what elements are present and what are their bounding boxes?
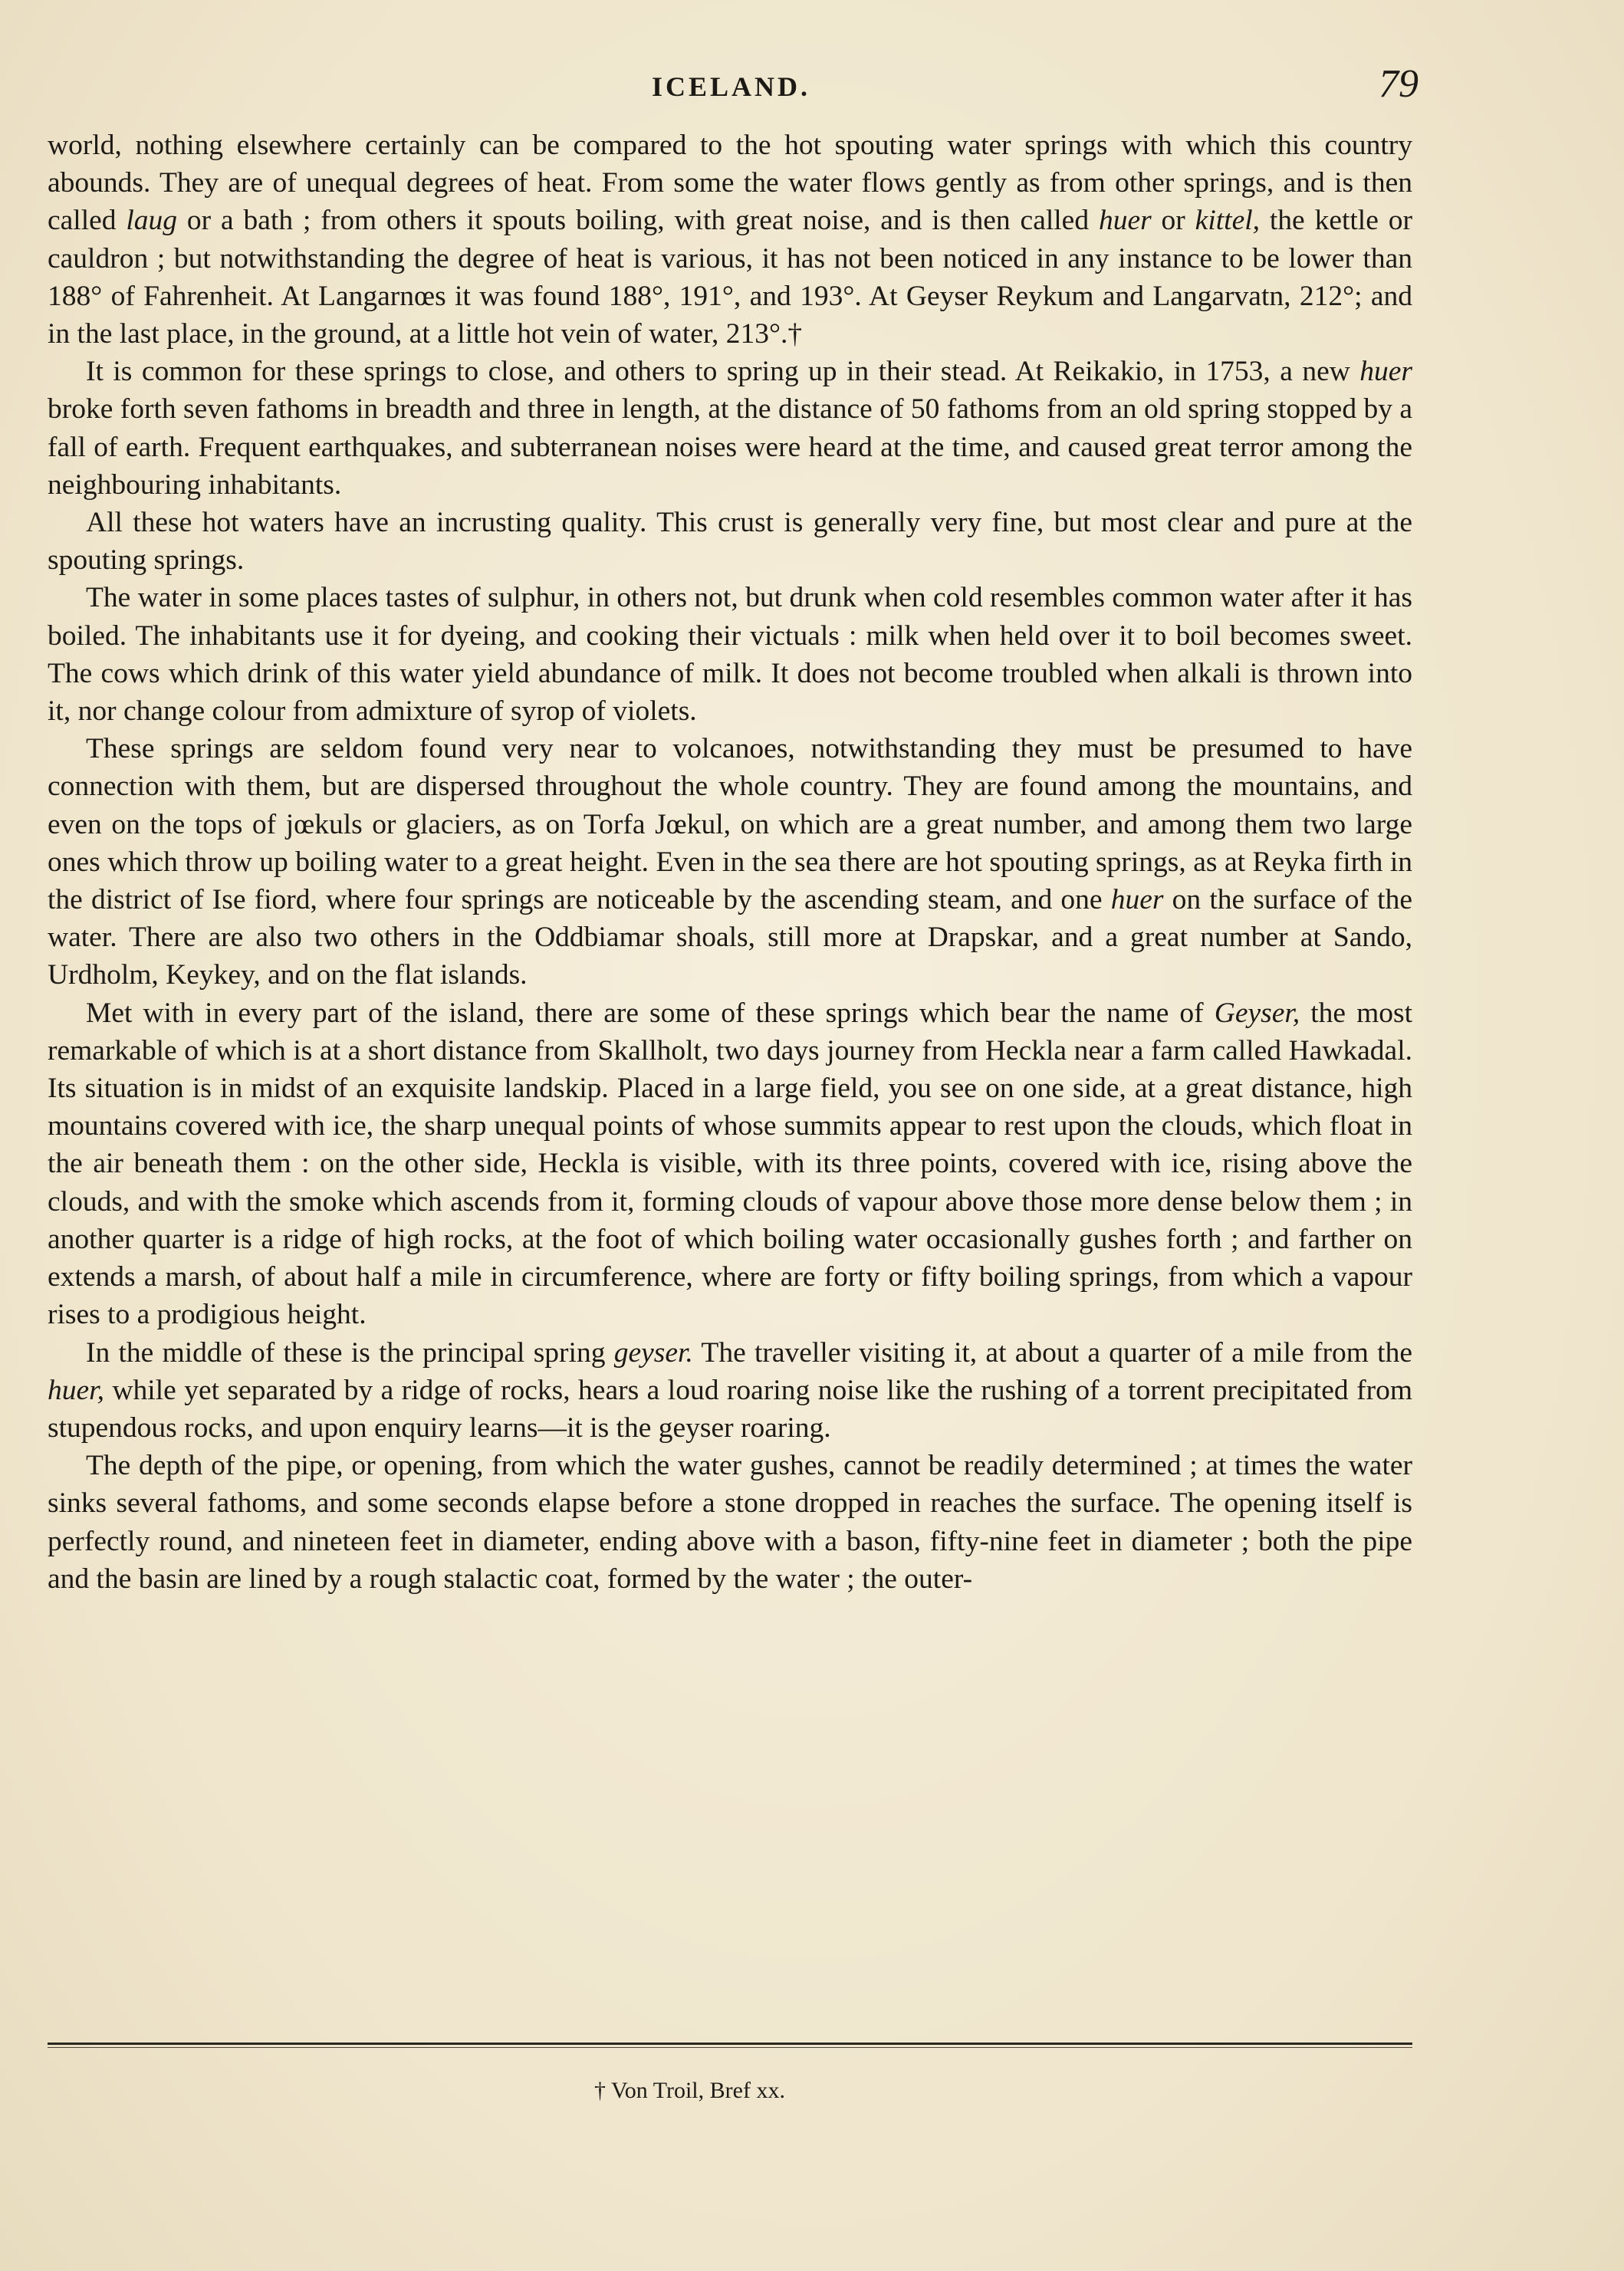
text-run: world, nothing elsewhere certainly can be compared to the hot spouting water springs with which this country abounds. They are of unequal degrees of heat. From some the water flows gently as from other springs, and is then called	[48, 130, 1412, 237]
chapter-title: ICELAND.	[652, 71, 811, 102]
text-run: The depth of the pipe, or opening, from which the water gushes, cannot be readily determined ; at times the water sinks several fathoms, and some seconds elapse before a stone dropped in reaches the surface. The opening itself is perfectly round, and nineteen feet in diameter, ending above with a bason, fifty-nine feet in diameter ; both the pipe and the basin are lined by a rough stalactic coat, formed by the water ; the outer-	[48, 1450, 1412, 1595]
page-number: 79	[1379, 62, 1419, 106]
text-run: Met with in every part of the island, there are some of these springs which bear the name of	[86, 997, 1215, 1029]
italic-term: geyser.	[613, 1336, 693, 1369]
footnote: † Von Troil, Bref xx.	[594, 2078, 785, 2103]
text-run: or	[1151, 205, 1195, 237]
running-head	[84, 61, 1419, 107]
italic-term: kittel,	[1195, 205, 1261, 237]
text-run: These springs are seldom found very near to volcanoes, notwithstanding they must be presumed to have connection with them, but are dispersed throughout the whole country. They are found among the mountains, and even on the tops of jœkuls or glaciers, as on Torfa Jœkul, on which are a great number, and among them two large ones which throw up boiling water to a great height. Even in the sea there are hot spouting springs, as at Reyka firth in the district of Ise fiord, where four springs are noticeable by the ascending steam, and one	[48, 733, 1412, 916]
paragraph	[48, 1334, 1412, 1448]
footnote-rule	[48, 2043, 1412, 2048]
italic-term: huer	[1359, 356, 1412, 388]
paragraph	[48, 504, 1412, 579]
text-run: the most remarkable of which is at a short distance from Skallholt, two days journey from Heckla near a farm called Hawkadal. Its situation is in midst of an exquisite landskip. Placed in a large field, you see on one side, at a great distance, high mountains covered with ice, the sharp unequal points of whose summits appear to rest upon the clouds, which float in the air beneath them : on the other side, Heckla is visible, with its three points, covered with ice, rising above the clouds, and with the smoke which ascends from it, forming clouds of vapour above those more dense below them ; in another quarter is a ridge of high rocks, at the foot of which boiling water occasionally gushes forth ; and farther on extends a marsh, of about half a mile in circumference, where are forty or fifty boiling springs, from which a vapour rises to a prodigious height.	[48, 997, 1413, 1331]
text-run: It is common for these springs to close, and others to spring up in their stead. At Reikakio, in 1753, a new	[86, 356, 1360, 388]
text-run: All these hot waters have an incrusting quality. This crust is generally very fine, but most clear and pure at the spouting springs.	[48, 507, 1412, 577]
text-run: the kettle or cauldron ; but notwithstanding the degree of heat is various, it has not been noticed in any instance to be lower than 188° of Fahrenheit. At Langarnœs it was found 188°, 191°, and 193°. At Geyser Reykum and Langarvatn, 212°; and in the last place, in the ground, at a little hot vein of water, 213°.†	[48, 205, 1412, 350]
text-run: The traveller visiting it, at about a quarter of a mile from the	[692, 1336, 1412, 1369]
paragraph	[48, 579, 1412, 730]
text-run: on the surface of the water. There are also two others in the Oddbiamar shoals, still more at Drapskar, and a great number at Sando, Urdholm, Keykey, and on the flat islands.	[48, 884, 1412, 991]
body-text	[48, 127, 1412, 1598]
italic-term: huer,	[48, 1374, 104, 1406]
italic-term: huer	[1098, 205, 1152, 237]
italic-term: laug	[126, 205, 178, 237]
paragraph	[48, 1447, 1412, 1598]
text-run: broke forth seven fathoms in breadth and three in length, at the distance of 50 fathoms from an old spring stopped by a fall of earth. Frequent earthquakes, and subterranean noises were heard at the time, and caused great terror among the neighbouring inhabitants.	[48, 393, 1412, 501]
italic-term: Geyser,	[1214, 997, 1300, 1029]
text-run: or a bath ; from others it spouts boiling, with great noise, and is then called	[177, 205, 1099, 237]
paragraph	[48, 127, 1412, 353]
paragraph	[48, 353, 1412, 504]
paragraph	[48, 994, 1412, 1334]
paragraph	[48, 730, 1412, 994]
text-run: while yet separated by a ridge of rocks, hears a loud roaring noise like the rushing of a torrent precipitated from stupendous rocks, and upon enquiry learns—it is the geyser roaring.	[48, 1374, 1412, 1444]
italic-term: huer	[1110, 884, 1164, 916]
text-run: The water in some places tastes of sulphur, in others not, but drunk when cold resembles common water after it has boiled. The inhabitants use it for dyeing, and cooking their victuals : milk when held over it to boil becomes sweet. The cows which drink of this water yield abundance of milk. It does not become troubled when alkali is thrown into it, nor change colour from admixture of syrop of violets.	[48, 582, 1412, 728]
text-run: In the middle of these is the principal spring	[86, 1336, 614, 1369]
